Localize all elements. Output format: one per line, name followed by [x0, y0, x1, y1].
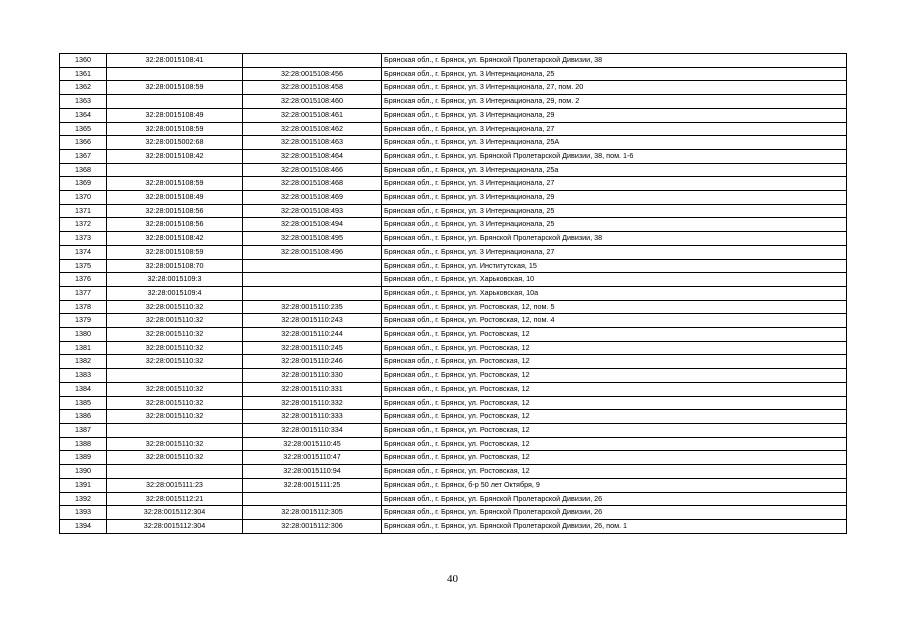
address-cell: Брянская обл., г. Брянск, ул. Ростовская, 12 [382, 410, 847, 424]
object-number-cell: 32:28:0015112:306 [243, 519, 382, 533]
address-cell: Брянская обл., г. Брянск, ул. 3 Интернационала, 29, пом. 2 [382, 95, 847, 109]
address-cell: Брянская обл., г. Брянск, ул. Ростовская, 12 [382, 382, 847, 396]
address-cell: Брянская обл., г. Брянск, ул. Ростовская, 12 [382, 437, 847, 451]
table-row [60, 341, 847, 355]
table-row [60, 67, 847, 81]
document-page [59, 53, 846, 534]
table-row [60, 423, 847, 437]
parcel-number-cell: 32:28:0015108:59 [107, 81, 243, 95]
row-number-cell: 1392 [60, 492, 107, 506]
object-number-cell: 32:28:0015110:330 [243, 369, 382, 383]
row-number-cell: 1381 [60, 341, 107, 355]
address-cell: Брянская обл., г. Брянск, ул. Ростовская, 12 [382, 369, 847, 383]
parcel-number-cell: 32:28:0015110:32 [107, 328, 243, 342]
parcel-number-cell: 32:28:0015108:59 [107, 177, 243, 191]
parcel-number-cell [107, 67, 243, 81]
address-cell: Брянская обл., г. Брянск, ул. 3 Интернационала, 27 [382, 177, 847, 191]
address-cell: Брянская обл., г. Брянск, ул. Харьковская, 10а [382, 286, 847, 300]
address-cell: Брянская обл., г. Брянск, ул. Ростовская, 12 [382, 465, 847, 479]
parcel-number-cell: 32:28:0015108:49 [107, 191, 243, 205]
table-row [60, 478, 847, 492]
row-number-cell: 1382 [60, 355, 107, 369]
row-number-cell: 1387 [60, 423, 107, 437]
parcel-number-cell: 32:28:0015110:32 [107, 451, 243, 465]
table-row [60, 451, 847, 465]
address-cell: Брянская обл., г. Брянск, ул. Брянской Пролетарской Дивизии, 26 [382, 506, 847, 520]
parcel-number-cell: 32:28:0015108:42 [107, 232, 243, 246]
page-number: 40 [447, 573, 458, 585]
table-row [60, 492, 847, 506]
row-number-cell: 1386 [60, 410, 107, 424]
object-number-cell: 32:28:0015110:235 [243, 300, 382, 314]
table-row [60, 382, 847, 396]
parcel-number-cell [107, 369, 243, 383]
object-number-cell: 32:28:0015108:496 [243, 245, 382, 259]
row-number-cell: 1373 [60, 232, 107, 246]
object-number-cell: 32:28:0015110:243 [243, 314, 382, 328]
address-cell: Брянская обл., г. Брянск, ул. Ростовская, 12 [382, 341, 847, 355]
object-number-cell [243, 286, 382, 300]
parcel-number-cell: 32:28:0015110:32 [107, 396, 243, 410]
address-cell: Брянская обл., г. Брянск, ул. 3 Интернационала, 25а [382, 163, 847, 177]
table-row [60, 232, 847, 246]
object-number-cell: 32:28:0015108:464 [243, 149, 382, 163]
table-row [60, 465, 847, 479]
object-number-cell: 32:28:0015110:94 [243, 465, 382, 479]
row-number-cell: 1364 [60, 108, 107, 122]
registry-table [59, 53, 847, 534]
parcel-number-cell: 32:28:0015108:42 [107, 149, 243, 163]
object-number-cell [243, 273, 382, 287]
table-row [60, 177, 847, 191]
row-number-cell: 1368 [60, 163, 107, 177]
table-row [60, 410, 847, 424]
row-number-cell: 1363 [60, 95, 107, 109]
table-row [60, 519, 847, 533]
table-row [60, 369, 847, 383]
table-row [60, 259, 847, 273]
table-row [60, 273, 847, 287]
row-number-cell: 1377 [60, 286, 107, 300]
row-number-cell: 1367 [60, 149, 107, 163]
address-cell: Брянская обл., г. Брянск, ул. 3 Интернационала, 25 [382, 218, 847, 232]
row-number-cell: 1375 [60, 259, 107, 273]
table-row [60, 245, 847, 259]
address-cell: Брянская обл., г. Брянск, ул. Ростовская, 12 [382, 451, 847, 465]
object-number-cell: 32:28:0015110:331 [243, 382, 382, 396]
address-cell: Брянская обл., г. Брянск, ул. 3 Интернационала, 25 [382, 67, 847, 81]
row-number-cell: 1385 [60, 396, 107, 410]
parcel-number-cell: 32:28:0015110:32 [107, 341, 243, 355]
row-number-cell: 1393 [60, 506, 107, 520]
table-row [60, 108, 847, 122]
parcel-number-cell [107, 465, 243, 479]
object-number-cell [243, 259, 382, 273]
row-number-cell: 1370 [60, 191, 107, 205]
row-number-cell: 1394 [60, 519, 107, 533]
parcel-number-cell [107, 95, 243, 109]
parcel-number-cell: 32:28:0015110:32 [107, 355, 243, 369]
object-number-cell: 32:28:0015110:334 [243, 423, 382, 437]
object-number-cell: 32:28:0015112:305 [243, 506, 382, 520]
parcel-number-cell: 32:28:0015002:68 [107, 136, 243, 150]
object-number-cell: 32:28:0015108:495 [243, 232, 382, 246]
table-row [60, 149, 847, 163]
table-row [60, 314, 847, 328]
object-number-cell: 32:28:0015110:333 [243, 410, 382, 424]
row-number-cell: 1366 [60, 136, 107, 150]
object-number-cell: 32:28:0015108:462 [243, 122, 382, 136]
row-number-cell: 1361 [60, 67, 107, 81]
row-number-cell: 1390 [60, 465, 107, 479]
table-row [60, 191, 847, 205]
table-row [60, 122, 847, 136]
row-number-cell: 1379 [60, 314, 107, 328]
row-number-cell: 1384 [60, 382, 107, 396]
object-number-cell: 32:28:0015110:47 [243, 451, 382, 465]
parcel-number-cell: 32:28:0015108:70 [107, 259, 243, 273]
table-row [60, 218, 847, 232]
parcel-number-cell: 32:28:0015112:304 [107, 506, 243, 520]
table-row [60, 437, 847, 451]
parcel-number-cell: 32:28:0015109:4 [107, 286, 243, 300]
table-row [60, 286, 847, 300]
address-cell: Брянская обл., г. Брянск, ул. Ростовская, 12 [382, 396, 847, 410]
address-cell: Брянская обл., г. Брянск, ул. Институтская, 15 [382, 259, 847, 273]
row-number-cell: 1378 [60, 300, 107, 314]
row-number-cell: 1369 [60, 177, 107, 191]
address-cell: Брянская обл., г. Брянск, ул. Харьковская, 10 [382, 273, 847, 287]
address-cell: Брянская обл., г. Брянск, ул. Брянской Пролетарской Дивизии, 26 [382, 492, 847, 506]
object-number-cell: 32:28:0015108:493 [243, 204, 382, 218]
registry-table-body [60, 54, 847, 534]
object-number-cell: 32:28:0015108:469 [243, 191, 382, 205]
row-number-cell: 1376 [60, 273, 107, 287]
row-number-cell: 1360 [60, 54, 107, 68]
row-number-cell: 1365 [60, 122, 107, 136]
row-number-cell: 1383 [60, 369, 107, 383]
row-number-cell: 1389 [60, 451, 107, 465]
object-number-cell: 32:28:0015110:245 [243, 341, 382, 355]
object-number-cell: 32:28:0015110:332 [243, 396, 382, 410]
address-cell: Брянская обл., г. Брянск, ул. Ростовская, 12 [382, 423, 847, 437]
address-cell: Брянская обл., г. Брянск, ул. Брянской Пролетарской Дивизии, 26, пом. 1 [382, 519, 847, 533]
object-number-cell: 32:28:0015110:244 [243, 328, 382, 342]
object-number-cell: 32:28:0015108:466 [243, 163, 382, 177]
parcel-number-cell: 32:28:0015108:59 [107, 245, 243, 259]
parcel-number-cell: 32:28:0015108:59 [107, 122, 243, 136]
object-number-cell [243, 492, 382, 506]
table-row [60, 300, 847, 314]
parcel-number-cell: 32:28:0015110:32 [107, 437, 243, 451]
object-number-cell: 32:28:0015108:460 [243, 95, 382, 109]
parcel-number-cell: 32:28:0015108:56 [107, 218, 243, 232]
row-number-cell: 1391 [60, 478, 107, 492]
row-number-cell: 1362 [60, 81, 107, 95]
parcel-number-cell: 32:28:0015112:304 [107, 519, 243, 533]
address-cell: Брянская обл., г. Брянск, ул. 3 Интернационала, 27 [382, 122, 847, 136]
address-cell: Брянская обл., г. Брянск, ул. 3 Интернационала, 27 [382, 245, 847, 259]
object-number-cell: 32:28:0015111:25 [243, 478, 382, 492]
object-number-cell: 32:28:0015108:463 [243, 136, 382, 150]
object-number-cell [243, 54, 382, 68]
parcel-number-cell [107, 163, 243, 177]
row-number-cell: 1380 [60, 328, 107, 342]
table-row [60, 328, 847, 342]
address-cell: Брянская обл., г. Брянск, ул. 3 Интернационала, 25А [382, 136, 847, 150]
object-number-cell: 32:28:0015108:458 [243, 81, 382, 95]
table-row [60, 163, 847, 177]
address-cell: Брянская обл., г. Брянск, ул. Ростовская, 12, пом. 5 [382, 300, 847, 314]
address-cell: Брянская обл., г. Брянск, ул. Брянской Пролетарской Дивизии, 38 [382, 232, 847, 246]
row-number-cell: 1388 [60, 437, 107, 451]
address-cell: Брянская обл., г. Брянск, ул. Ростовская, 12 [382, 328, 847, 342]
table-row [60, 81, 847, 95]
address-cell: Брянская обл., г. Брянск, ул. 3 Интернационала, 29 [382, 191, 847, 205]
table-row [60, 95, 847, 109]
address-cell: Брянская обл., г. Брянск, б-р 50 лет Октября, 9 [382, 478, 847, 492]
parcel-number-cell: 32:28:0015108:41 [107, 54, 243, 68]
parcel-number-cell: 32:28:0015110:32 [107, 382, 243, 396]
parcel-number-cell: 32:28:0015110:32 [107, 300, 243, 314]
address-cell: Брянская обл., г. Брянск, ул. Брянской Пролетарской Дивизии, 38, пом. 1-6 [382, 149, 847, 163]
table-row [60, 355, 847, 369]
parcel-number-cell: 32:28:0015112:21 [107, 492, 243, 506]
address-cell: Брянская обл., г. Брянск, ул. Ростовская, 12, пом. 4 [382, 314, 847, 328]
parcel-number-cell: 32:28:0015110:32 [107, 410, 243, 424]
table-row [60, 204, 847, 218]
address-cell: Брянская обл., г. Брянск, ул. 3 Интернационала, 29 [382, 108, 847, 122]
object-number-cell: 32:28:0015108:468 [243, 177, 382, 191]
object-number-cell: 32:28:0015108:461 [243, 108, 382, 122]
parcel-number-cell: 32:28:0015111:23 [107, 478, 243, 492]
object-number-cell: 32:28:0015108:456 [243, 67, 382, 81]
parcel-number-cell [107, 423, 243, 437]
parcel-number-cell: 32:28:0015108:56 [107, 204, 243, 218]
address-cell: Брянская обл., г. Брянск, ул. 3 Интернационала, 25 [382, 204, 847, 218]
object-number-cell: 32:28:0015110:246 [243, 355, 382, 369]
table-row [60, 396, 847, 410]
address-cell: Брянская обл., г. Брянск, ул. Ростовская, 12 [382, 355, 847, 369]
row-number-cell: 1374 [60, 245, 107, 259]
row-number-cell: 1371 [60, 204, 107, 218]
parcel-number-cell: 32:28:0015110:32 [107, 314, 243, 328]
address-cell: Брянская обл., г. Брянск, ул. Брянской Пролетарской Дивизии, 38 [382, 54, 847, 68]
table-row [60, 54, 847, 68]
table-row [60, 506, 847, 520]
object-number-cell: 32:28:0015108:494 [243, 218, 382, 232]
parcel-number-cell: 32:28:0015108:49 [107, 108, 243, 122]
row-number-cell: 1372 [60, 218, 107, 232]
address-cell: Брянская обл., г. Брянск, ул. 3 Интернационала, 27, пом. 20 [382, 81, 847, 95]
table-row [60, 136, 847, 150]
parcel-number-cell: 32:28:0015109:3 [107, 273, 243, 287]
object-number-cell: 32:28:0015110:45 [243, 437, 382, 451]
